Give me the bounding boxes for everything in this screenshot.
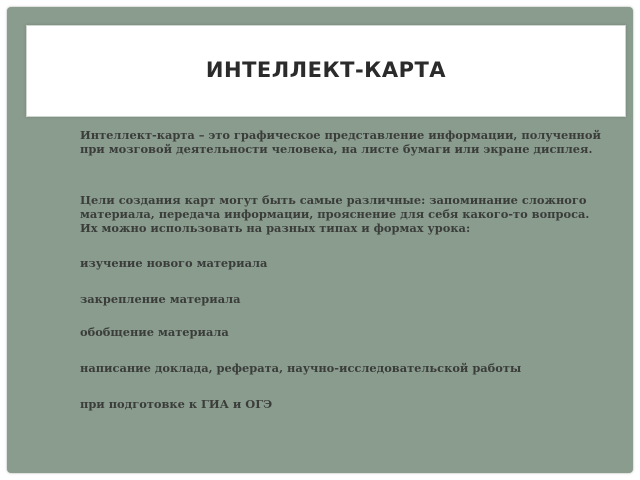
list-item: при подготовке к ГИА и ОГЭ bbox=[80, 397, 273, 411]
list-item: изучение нового материала bbox=[80, 256, 268, 270]
list-item: закрепление материала bbox=[80, 292, 241, 306]
definition-paragraph: Интеллект-карта – это графическое представление информации, полученной при мозговой деятельности человека, на листе бумаги или экране дисплея. bbox=[80, 128, 601, 156]
slide-title: ИНТЕЛЛЕКТ-КАРТА bbox=[205, 58, 447, 82]
title-box bbox=[26, 25, 626, 117]
list-item: написание доклада, реферата, научно-исследовательской работы bbox=[80, 361, 522, 375]
list-item: обобщение материала bbox=[80, 325, 229, 339]
goals-paragraph: Цели создания карт могут быть самые различные: запоминание сложного материала, передача информации, прояснение для себя какого-то вопроса. Их можно использовать на разных типах и формах урока: bbox=[80, 193, 590, 235]
